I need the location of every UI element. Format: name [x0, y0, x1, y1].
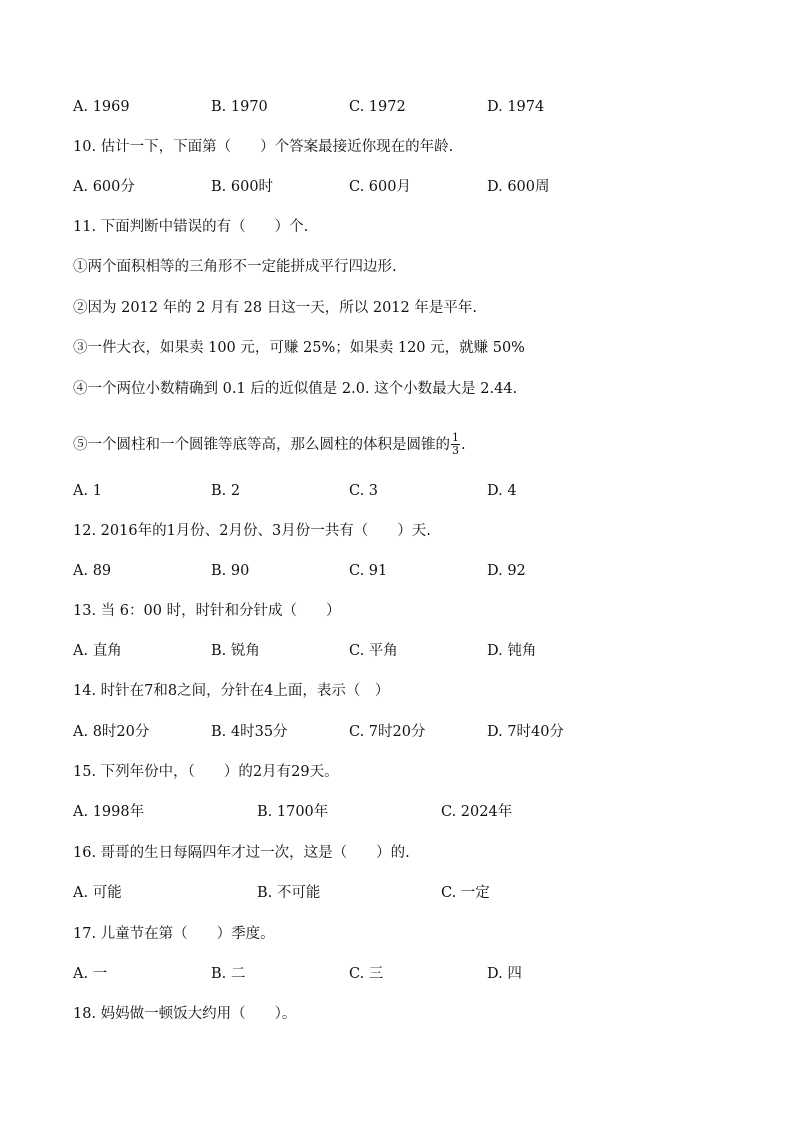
q18-stem: 18. 妈妈做一顿饭大约用（ ）。 [73, 1006, 297, 1022]
q12-option-b[interactable]: B. 90 [211, 563, 250, 579]
q11-option-a[interactable]: A. 1 [73, 483, 102, 499]
q12-option-d[interactable]: D. 92 [487, 563, 526, 579]
q10-option-a[interactable]: A. 600分 [73, 179, 135, 195]
q11-statement-5-text: ⑤一个圆柱和一个圆锥等底等高，那么圆柱的体积是圆锥的 [73, 437, 450, 453]
q15-option-c[interactable]: C. 2024年 [441, 804, 513, 820]
q11-statement-5 [73, 430, 466, 460]
q9-option-a[interactable]: A. 1969 [73, 99, 130, 115]
q16-option-c[interactable]: C. 一定 [441, 885, 490, 901]
q11-option-d[interactable]: D. 4 [487, 483, 517, 499]
q15-stem: 15. 下列年份中，（ ）的2月有29天。 [73, 764, 339, 780]
q12-option-c[interactable]: C. 91 [349, 563, 388, 579]
q11-statement-5-end: . [461, 437, 466, 453]
q9-option-c[interactable]: C. 1972 [349, 99, 406, 115]
q13-stem: 13. 当 6：00 时，时针和分针成（ ） [73, 603, 341, 619]
q14-stem: 14. 时针在7和8之间，分针在4上面，表示（ ） [73, 683, 390, 699]
q9-option-b[interactable]: B. 1970 [211, 99, 268, 115]
q14-option-d[interactable]: D. 7时40分 [487, 724, 565, 740]
q14-option-a[interactable]: A. 8时20分 [73, 724, 150, 740]
q14-option-c[interactable]: C. 7时20分 [349, 724, 426, 740]
q15-option-a[interactable]: A. 1998年 [73, 804, 145, 820]
q17-option-c[interactable]: C. 三 [349, 966, 384, 982]
q17-option-a[interactable]: A. 一 [73, 966, 108, 982]
q9-option-d[interactable]: D. 1974 [487, 99, 545, 115]
q10-option-b[interactable]: B. 600时 [211, 179, 274, 195]
one-third-fraction [451, 432, 460, 457]
q10-stem: 10. 估计一下，下面第（ ）个答案最接近你现在的年龄. [73, 139, 454, 155]
q11-stem: 11. 下面判断中错误的有（ ）个. [73, 219, 309, 235]
q10-option-c[interactable]: C. 600月 [349, 179, 411, 195]
fraction-denominator: 3 [452, 443, 459, 457]
q17-option-b[interactable]: B. 二 [211, 966, 246, 982]
q11-statement-2: ②因为 2012 年的 2 月有 28 日这一天，所以 2012 年是平年. [73, 300, 477, 316]
q13-option-c[interactable]: C. 平角 [349, 643, 398, 659]
q15-option-b[interactable]: B. 1700年 [257, 804, 329, 820]
q11-statement-3: ③一件大衣，如果卖 100 元，可赚 25%；如果卖 120 元，就赚 50% [73, 340, 525, 356]
q11-option-c[interactable]: C. 3 [349, 483, 379, 499]
q13-option-b[interactable]: B. 锐角 [211, 643, 260, 659]
q16-option-b[interactable]: B. 不可能 [257, 885, 321, 901]
q16-option-a[interactable]: A. 可能 [73, 885, 122, 901]
q16-stem: 16. 哥哥的生日每隔四年才过一次，这是（ ）的. [73, 845, 410, 861]
q11-statement-1: ①两个面积相等的三角形不一定能拼成平行四边形. [73, 259, 397, 275]
q12-stem: 12. 2016年的1月份、2月份、3月份一共有（ ）天. [73, 523, 431, 539]
q10-option-d[interactable]: D. 600周 [487, 179, 550, 195]
q14-option-b[interactable]: B. 4时35分 [211, 724, 288, 740]
q11-option-b[interactable]: B. 2 [211, 483, 241, 499]
q11-statement-4: ④一个两位小数精确到 0.1 后的近似值是 2.0. 这个小数最大是 2.44. [73, 381, 518, 397]
q17-stem: 17. 儿童节在第（ ）季度。 [73, 926, 275, 942]
q13-option-d[interactable]: D. 钝角 [487, 643, 537, 659]
q12-option-a[interactable]: A. 89 [73, 563, 112, 579]
q13-option-a[interactable]: A. 直角 [73, 643, 122, 659]
q17-option-d[interactable]: D. 四 [487, 966, 522, 982]
fraction-numerator: 1 [452, 430, 459, 444]
